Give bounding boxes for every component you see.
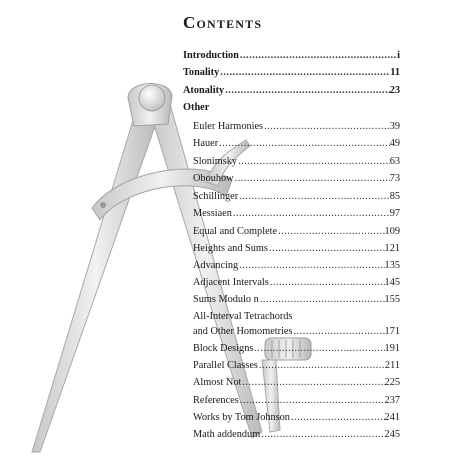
toc-entry-page: 237 — [384, 395, 400, 406]
toc-entry-title: Tonality — [183, 67, 220, 78]
toc-entry-page: 39 — [389, 121, 400, 132]
dot-leader — [277, 225, 384, 239]
toc-entry-page: 135 — [384, 260, 400, 271]
toc-entry — [193, 310, 400, 324]
toc-entry-page: i — [397, 50, 400, 61]
toc-entry-title: Block Designs — [193, 343, 254, 354]
toc-entry-title: Introduction — [183, 50, 239, 61]
toc-entry-title: Atonality — [183, 85, 225, 96]
dot-leader — [219, 66, 390, 80]
toc-entry — [193, 293, 400, 307]
toc-entry — [193, 342, 400, 356]
toc-entry-page: 11 — [390, 67, 400, 78]
toc-entry-page: 145 — [384, 277, 400, 288]
dot-leader — [290, 411, 385, 425]
toc-entry-title: Advancing — [193, 260, 239, 271]
toc-entry — [193, 155, 400, 169]
toc-entry — [193, 172, 400, 186]
toc-entry-title: Hauer — [193, 138, 219, 149]
toc-entry — [193, 325, 400, 339]
toc-entry-title: Other — [183, 102, 210, 113]
dot-leader — [253, 342, 384, 356]
toc-entry-page: 63 — [389, 156, 400, 167]
dot-leader — [269, 276, 385, 290]
toc-entry-title: Heights and Sums — [193, 243, 268, 254]
toc-entry-title: Sums Modulo n — [193, 294, 259, 305]
toc-entry-page: 109 — [384, 226, 400, 237]
toc-entry-page: 23 — [389, 85, 400, 96]
toc-entry — [193, 428, 400, 442]
toc-entry-title: Obouhow — [193, 173, 234, 184]
dot-leader — [263, 120, 390, 134]
toc-entry — [193, 242, 400, 256]
dot-leader — [237, 155, 390, 169]
dot-leader — [260, 428, 384, 442]
dot-leader — [239, 49, 397, 63]
toc-entry-title: All-Interval Tetrachords — [193, 311, 293, 322]
toc-entry-title: Math addendum — [193, 429, 261, 440]
toc-entry-page: 121 — [384, 243, 400, 254]
toc-entry-page: 85 — [389, 191, 400, 202]
toc-entry-page: 211 — [384, 360, 400, 371]
toc-entry-title: Almost Not — [193, 377, 242, 388]
dot-leader — [268, 242, 385, 256]
toc-entry-title: Euler Harmonies — [193, 121, 264, 132]
dot-leader — [224, 84, 390, 98]
toc-entry-title: References — [193, 395, 239, 406]
dot-leader — [293, 325, 385, 339]
dot-leader — [241, 376, 384, 390]
toc-entry — [193, 225, 400, 239]
toc-entry-title: Adjacent Intervals — [193, 277, 269, 288]
toc-entry — [193, 190, 400, 204]
toc-entry — [183, 101, 400, 115]
toc-entry — [183, 84, 400, 98]
toc-entry — [193, 120, 400, 134]
toc-entry-page: 245 — [384, 429, 400, 440]
toc-entry — [193, 359, 400, 373]
toc-entry — [193, 207, 400, 221]
toc-entry-page: 225 — [384, 377, 400, 388]
toc-entry — [193, 411, 400, 425]
toc-entry-page: 241 — [384, 412, 400, 423]
toc-entry-page: 49 — [389, 138, 400, 149]
toc-title: Contents — [183, 13, 263, 32]
toc-entry-title: Parallel Classes — [193, 360, 258, 371]
toc-entry-page: 73 — [389, 173, 400, 184]
toc-entry-title: Works by Tom Johnson — [193, 412, 290, 423]
toc-entry — [193, 376, 400, 390]
toc-entry-page: 191 — [384, 343, 400, 354]
toc-entry — [193, 276, 400, 290]
toc-entry-title: Equal and Complete — [193, 226, 278, 237]
toc-entry-title: and Other Homometries — [193, 326, 293, 337]
dot-leader — [238, 190, 390, 204]
toc-entry — [193, 259, 400, 273]
dot-leader — [259, 293, 385, 307]
dot-leader — [232, 207, 390, 221]
toc-entry — [193, 137, 400, 151]
dot-leader — [234, 172, 390, 186]
dot-leader — [218, 137, 390, 151]
toc-entry-page: 97 — [389, 208, 400, 219]
dot-leader — [238, 259, 384, 273]
toc-entry-title: Messiaen — [193, 208, 232, 219]
toc-entry — [183, 66, 400, 80]
toc-entry — [193, 394, 400, 408]
toc-entry-title: Schillinger — [193, 191, 239, 202]
dot-leader — [258, 359, 385, 373]
toc-entry-title: Slonimsky — [193, 156, 238, 167]
dot-leader — [239, 394, 385, 408]
toc-entry-page: 171 — [384, 326, 400, 337]
toc-entry — [183, 49, 400, 63]
toc-entry-page: 155 — [384, 294, 400, 305]
